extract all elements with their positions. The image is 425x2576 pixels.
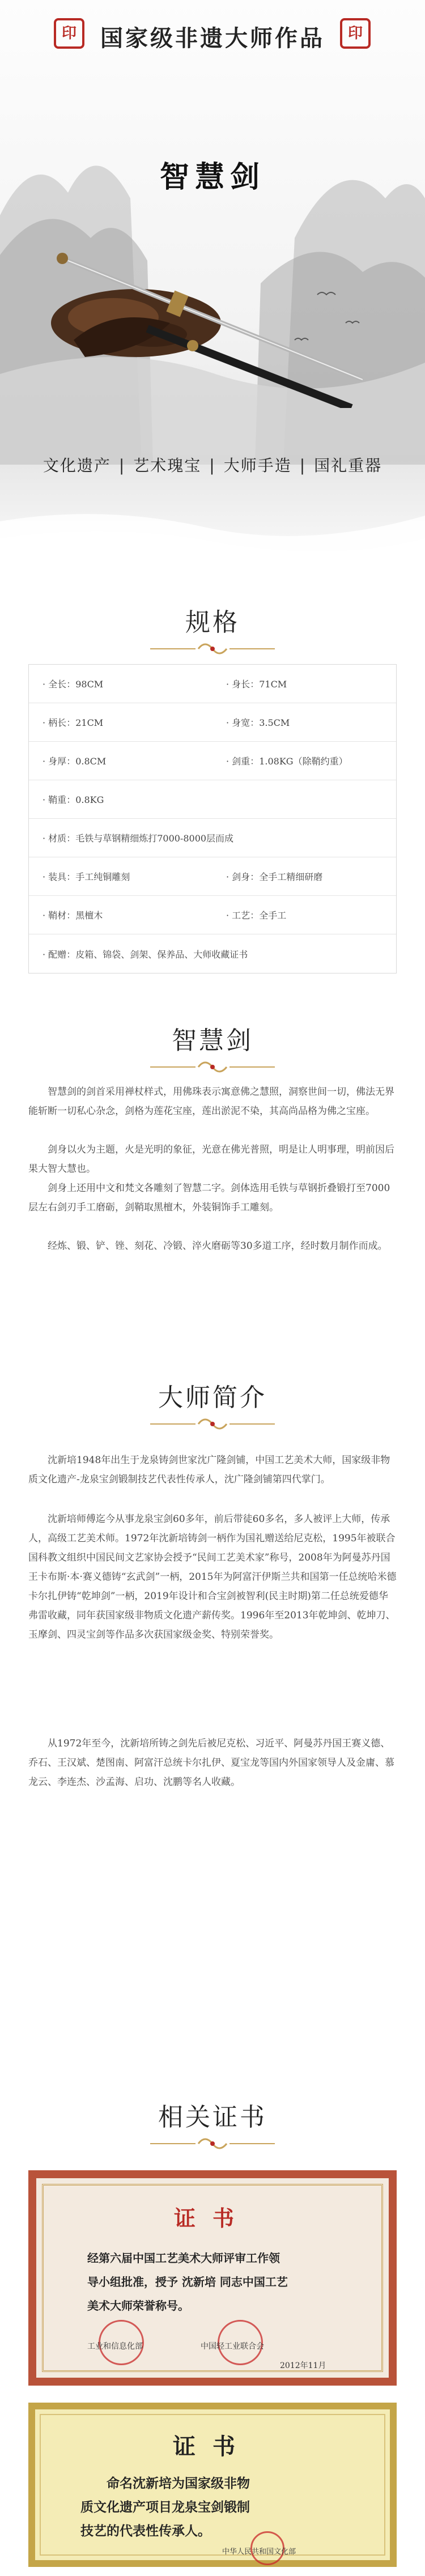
master-certificate <box>28 2170 397 2386</box>
certificate-issuer: 中华人民共和国文化部 <box>222 2548 296 2556</box>
spec-row: · 柄长：21CM · 身宽：3.5CM <box>29 703 396 742</box>
spec-row: · 材质：毛铁与草钢精细炼打7000-8000层而成 <box>29 819 396 857</box>
section-title: 智慧剑 <box>172 1026 253 1055</box>
certificate-date: 2012年11月 <box>280 2361 326 2370</box>
spec-table <box>28 664 397 974</box>
intro-paragraph: 经炼、锻、铲、锉、刻花、冷锻、淬火磨砺等30多道工序，经时数月制作而成。 <box>48 1240 388 1252</box>
certificate-issuer: 工业和信息化部 <box>87 2342 143 2351</box>
certificate-title: 证书 <box>173 2205 251 2231</box>
certificate-text: 经第六届中国工艺美术大师评审工作领 导小组批准，授予 沈新培 同志中国工艺 美术大师荣誉称号。 <box>87 2251 288 2313</box>
feature-list: 文化遗产 | 艺术瑰宝 | 大师手造 | 国礼重器 <box>42 456 382 475</box>
section-title: 大师简介 <box>158 1383 267 1412</box>
spec-row: · 鞘材：黑檀木 · 工艺：全手工 <box>29 896 396 934</box>
seal-stamp-right: 印 <box>340 18 371 49</box>
feature-item: 文化遗产 <box>42 456 111 475</box>
hero-section <box>0 0 425 589</box>
seal-stamp-left: 印 <box>54 18 84 49</box>
spec-row: · 身厚：0.8CM · 剑重：1.08KG（除鞘约重） <box>29 742 396 780</box>
master-paragraph: 沈新培1948年出生于龙泉铸剑世家沈广隆剑铺，中国工艺美术大师，国家级非物质文化遗产-龙泉宝剑锻制技艺代表性传承人，沈广隆剑铺第四代掌门。 <box>28 1455 390 1485</box>
spec-heading <box>0 602 425 657</box>
master-paragraph: 沈新培师傅迄今从事龙泉宝剑60多年，前后带徒60多名，多人被评上大师，传承人，高级工艺美术师。1972年沈新培铸剑一柄作为国礼赠送给尼克松，1995年被联合国科教文组织中国民间文艺家协会授予“民间工艺美术家”称号，2008年为阿曼苏丹国王卡布斯·本·赛义德铸“玄武剑”一柄，2015年为阿富汗伊斯兰共和国第一任总统哈米德卡尔扎伊铸“乾坤剑”一柄，2019年设计和合宝剑被智利(民主时期)第二任总统爱德华弗雷收藏，同年获国家级非物质文化遗产薪传奖。1996年至2013年乾坤剑、乾坤刀、玉摩剑、四灵宝剑等作品多次获国家级金奖、特别荣誉奖。 <box>28 1514 397 1640</box>
certificate-text: 命名沈新培为国家级非物 质文化遗产项目龙泉宝剑锻制 技艺的代表性传承人。 <box>80 2476 250 2539</box>
certificate-title: 证书 <box>173 2433 252 2460</box>
spec-row: · 装具：手工纯铜雕刻 · 剑身：全手工精细研磨 <box>29 857 396 896</box>
cloud-ornament-icon <box>144 2135 280 2152</box>
cloud-ornament-icon <box>144 1415 280 1432</box>
cloud-ornament-icon <box>144 1059 280 1076</box>
section-title: 规格 <box>185 608 240 637</box>
feature-item: 艺术瑰宝 <box>133 456 202 475</box>
feature-item: 大师手造 <box>223 456 292 475</box>
intro-paragraph: 剑身以火为主题，火是光明的象征，光意在佛光普照，明是让人明事理，明前因后果大智大慧也。 <box>28 1144 394 1175</box>
master-heading <box>0 1377 425 1432</box>
heritage-certificate <box>28 2403 397 2567</box>
product-title: 智慧剑 <box>159 160 265 194</box>
intro-heading <box>0 1020 425 1076</box>
sword-photo <box>0 238 425 408</box>
intro-paragraph: 剑身上还用中文和梵文各雕刻了智慧二字。剑体选用毛铁与草钢折叠锻打至7000层左右剑刃手工磨砺，剑鞘取黑檀木，外装铜饰手工雕刻。 <box>28 1183 390 1213</box>
section-title: 相关证书 <box>158 2103 267 2132</box>
master-paragraph: 从1972年至今，沈新培所铸之剑先后被尼克松、习近平、阿曼苏丹国王赛义德、乔石、王汉斌、楚图南、阿富汗总统卡尔扎伊、夏宝龙等国内外国家领导人及金庸、慕龙云、李连杰、沙孟海、启功、沈鹏等名人收藏。 <box>28 1738 394 1788</box>
certs-heading <box>0 2097 425 2152</box>
intro-paragraph: 智慧剑的剑首采用禅杖样式，用佛珠表示寓意佛之慧照，洞察世间一切，佛法无界能斩断一切私心杂念，剑格为莲花宝座，莲出淤泥不染，其高尚品格为佛之宝座。 <box>28 1086 394 1117</box>
spec-row: · 全长：98CM · 身长：71CM <box>29 665 396 703</box>
ink-wash-decoration <box>0 499 425 589</box>
hero-banner: 国家级非遗大师作品 <box>100 25 325 52</box>
cloud-ornament-icon <box>144 640 280 657</box>
feature-item: 国礼重器 <box>314 456 382 475</box>
certificate-issuer: 中国轻工业联合会 <box>201 2342 264 2351</box>
spec-row: · 配赠：皮箱、锦袋、剑架、保养品、大师收藏证书 <box>29 934 396 973</box>
spec-row: · 鞘重：0.8KG <box>29 780 396 819</box>
